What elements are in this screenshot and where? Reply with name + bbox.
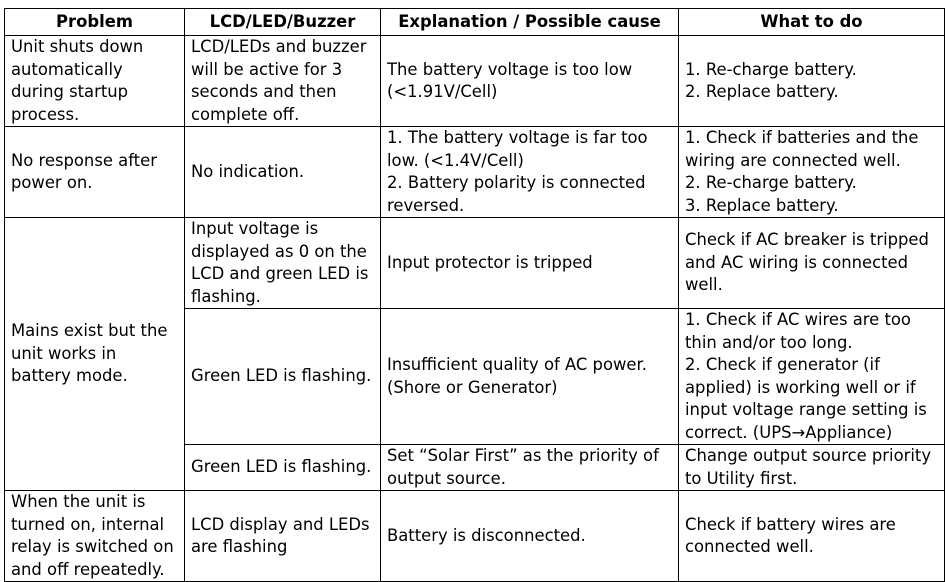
table-row [5, 218, 945, 309]
cell-problem: No response after power on. [5, 127, 185, 218]
header-problem: Problem [5, 9, 185, 36]
cell-problem: Unit shuts down automatically during startup process. [5, 36, 185, 127]
cell-explanation: Battery is disconnected. [381, 491, 679, 582]
cell-action: 1. Re-charge battery. 2. Replace battery. [679, 36, 945, 127]
cell-action: Check if battery wires are connected well. [679, 491, 945, 582]
cell-indicator: Green LED is flashing. [185, 445, 381, 491]
cell-explanation: The battery voltage is too low (<1.91V/Cell) [381, 36, 679, 127]
cell-indicator: LCD display and LEDs are flashing [185, 491, 381, 582]
cell-indicator: No indication. [185, 127, 381, 218]
table-row [5, 36, 945, 127]
table-row [5, 491, 945, 582]
cell-problem: Mains exist but the unit works in battery mode. [5, 218, 185, 491]
cell-explanation: Input protector is tripped [381, 218, 679, 309]
cell-indicator: Green LED is flashing. [185, 309, 381, 445]
cell-action: Change output source priority to Utility first. [679, 445, 945, 491]
cell-action: Check if AC breaker is tripped and AC wiring is connected well. [679, 218, 945, 309]
header-explanation: Explanation / Possible cause [381, 9, 679, 36]
cell-explanation: Set “Solar First” as the priority of output source. [381, 445, 679, 491]
cell-action: 1. Check if batteries and the wiring are connected well. 2. Re-charge battery. 3. Replace battery. [679, 127, 945, 218]
table-row [5, 127, 945, 218]
cell-problem: When the unit is turned on, internal relay is switched on and off repeatedly. [5, 491, 185, 582]
cell-explanation: Insufficient quality of AC power. (Shore or Generator) [381, 309, 679, 445]
cell-indicator: LCD/LEDs and buzzer will be active for 3 seconds and then complete off. [185, 36, 381, 127]
header-indicator: LCD/LED/Buzzer [185, 9, 381, 36]
table-header-row [5, 9, 945, 36]
header-action: What to do [679, 9, 945, 36]
troubleshooting-table [4, 8, 945, 582]
cell-explanation: 1. The battery voltage is far too low. (<1.4V/Cell) 2. Battery polarity is connected reversed. [381, 127, 679, 218]
cell-indicator: Input voltage is displayed as 0 on the LCD and green LED is flashing. [185, 218, 381, 309]
cell-action: 1. Check if AC wires are too thin and/or too long. 2. Check if generator (if applied) is working well or if input voltage range setting is correct. (UPS→Appliance) [679, 309, 945, 445]
